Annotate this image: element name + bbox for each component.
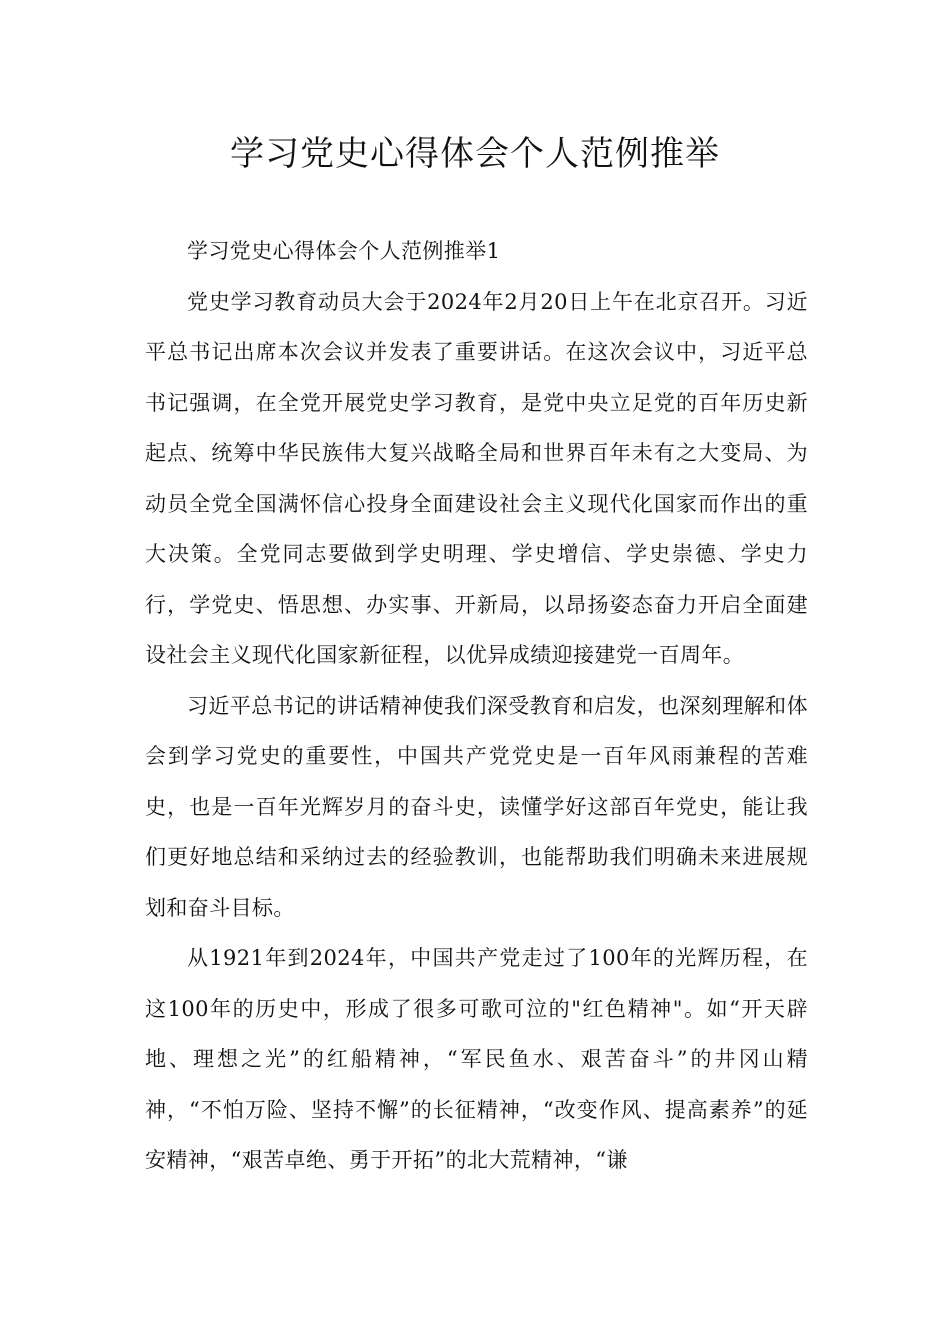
section-heading: 学习党史心得体会个人范例推举1 [187, 239, 501, 263]
paragraph-2: 习近平总书记的讲话精神使我们深受教育和启发，也深刻理解和体会到学习党史的重要性，中国共产党党史是一百年风雨兼程的苦难史，也是一百年光辉岁月的奋斗史，读懂学好这部百年党史，能让我们更好地总结和采纳过去的经验教训，也能帮助我们明确未来进展规划和奋斗目标。 [145, 693, 808, 920]
paragraph-1: 党史学习教育动员大会于2024年2月20日上午在北京召开。习近平总书记出席本次会议并发表了重要讲话。在这次会议中，习近平总书记强调，在全党开展党史学习教育，是党中央立足党的百年历史新起点、统筹中华民族伟大复兴战略全局和世界百年未有之大变局、为动员全党全国满怀信心投身全面建设社会主义现代化国家而作出的重大决策。全党同志要做到学史明理、学史增信、学史崇德、学史力行，学党史、悟思想、办实事、开新局，以昂扬姿态奋力开启全面建设社会主义现代化国家新征程，以优异成绩迎接建党一百周年。 [145, 289, 808, 667]
paragraph-3: 从1921年到2024年，中国共产党走过了100年的光辉历程，在这100年的历史中，形成了很多可歌可泣的"红色精神"。如“开天辟地、理想之光”的红船精神，“军民鱼水、艰苦奋斗”的井冈山精神，“不怕万险、坚持不懈”的长征精神，“改变作风、提高素养”的延安精神，“艰苦卓绝、勇于开拓”的北大荒精神，“谦 [145, 946, 808, 1172]
document-title: 学习党史心得体会个人范例推举 [230, 134, 720, 174]
document-body [145, 226, 808, 1186]
